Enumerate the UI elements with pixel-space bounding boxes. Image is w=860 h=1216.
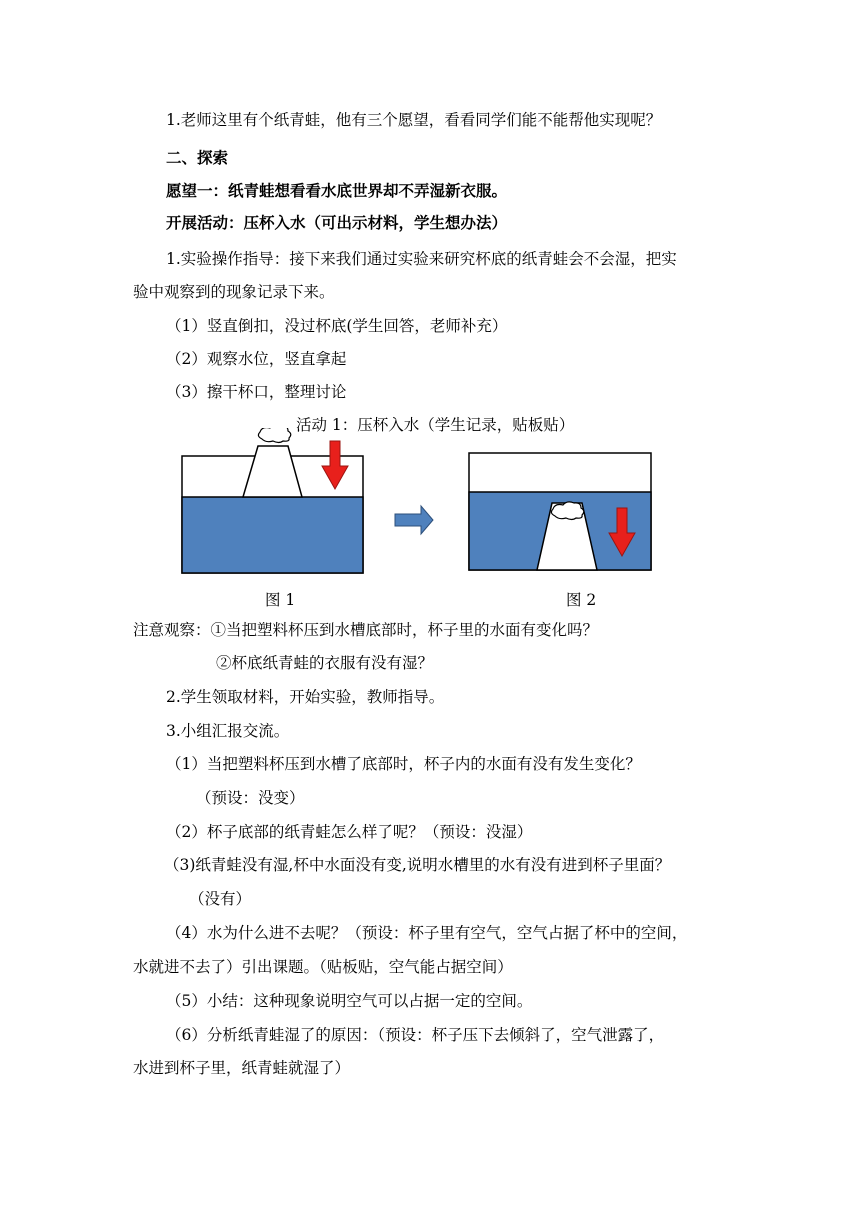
paper-frog-icon (551, 502, 583, 520)
report-3-answer: （没有） (189, 890, 252, 908)
figure-title: 活动 1：压杯入水（学生记录，贴板贴） (296, 416, 575, 434)
report-4: （4）水为什么进不去呢？（预设：杯子里有空气，空气占据了杯中的空间， (166, 924, 688, 942)
figure-2 (469, 453, 651, 570)
intro-line: 1.老师这里有个纸青蛙，他有三个愿望，看看同学们能不能帮他实现呢？ (166, 111, 662, 129)
experiment-figure (170, 428, 670, 588)
report-6-cont: 水进到杯子里，纸青蛙就湿了） (133, 1059, 351, 1077)
report-4-cont: 水就进不去了）引出课题。（贴板贴，空气能占据空间） (133, 958, 513, 976)
step-3: （3）擦干杯口，整理讨论 (166, 383, 347, 401)
procedure-3: 3.小组汇报交流。 (166, 722, 290, 740)
observe-note-1: 注意观察：①当把塑料杯压到水槽底部时，杯子里的水面有变化吗？ (133, 621, 599, 639)
figure-2-caption: 图 2 (566, 591, 597, 609)
water-1 (182, 497, 363, 573)
report-1-answer: （预设：没变） (196, 789, 305, 807)
activity-heading: 开展活动：压杯入水（可出示材料，学生想办法） (166, 214, 508, 232)
figure-1-caption: 图 1 (265, 591, 296, 609)
report-2: （2）杯子底部的纸青蛙怎么样了呢？（预设：没湿） (166, 823, 533, 841)
report-3: （3)纸青蛙没有湿,杯中水面没有变,说明水槽里的水有没有进到杯子里面？ (164, 856, 671, 874)
figure-1 (182, 428, 363, 573)
guide-line-2: 验中观察到的现象记录下来。 (133, 283, 335, 301)
observe-note-2: ②杯底纸青蛙的衣服有没有湿？ (216, 654, 434, 672)
report-5: （5）小结：这种现象说明空气可以占据一定的空间。 (166, 992, 533, 1010)
step-1: （1）竖直倒扣，没过杯底(学生回答，老师补充） (166, 317, 508, 335)
right-arrow-icon (395, 506, 433, 534)
section-heading: 二、探索 (166, 149, 229, 167)
procedure-2: 2.学生领取材料，开始实验，教师指导。 (166, 688, 445, 706)
paper-frog-icon (258, 428, 290, 443)
step-2: （2）观察水位，竖直拿起 (166, 350, 347, 368)
wish-one-heading: 愿望一：纸青蛙想看看水底世界却不弄湿新衣服。 (166, 182, 508, 200)
cup-icon (243, 446, 302, 497)
report-1: （1）当把塑料杯压到水槽了底部时，杯子内的水面有没有发生变化？ (166, 755, 641, 773)
report-6: （6）分析纸青蛙湿了的原因：（预设：杯子压下去倾斜了，空气泄露了， (166, 1026, 665, 1044)
guide-line-1: 1.实验操作指导：接下来我们通过实验来研究杯底的纸青蛙会不会湿，把实 (166, 250, 677, 268)
